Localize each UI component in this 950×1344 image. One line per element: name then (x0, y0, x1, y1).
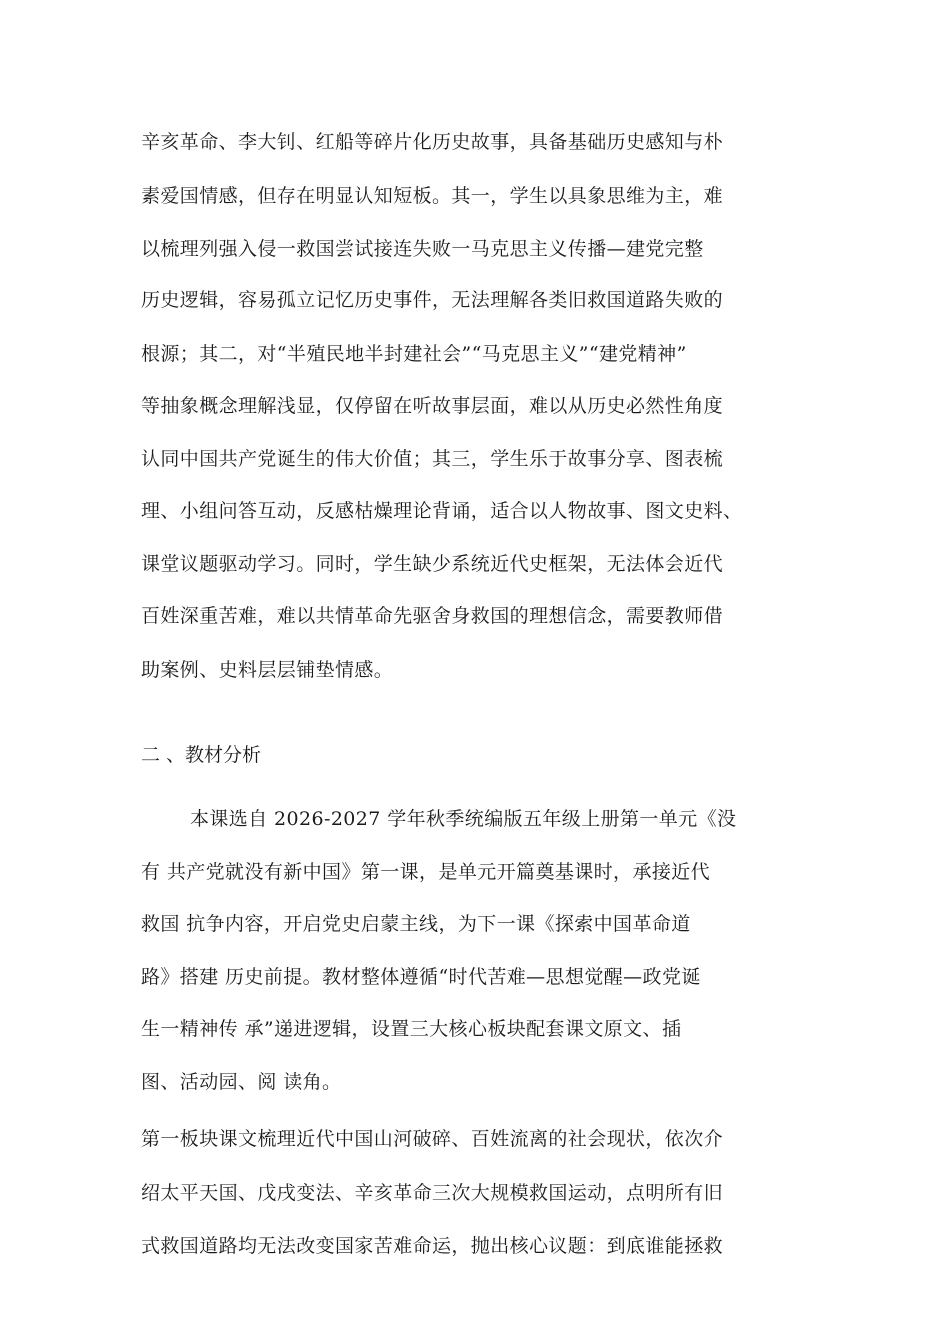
paragraph-line: 辛亥革命、李大钊、红船等碎片化历史故事，具备基础历史感知与朴 (141, 131, 724, 153)
paragraph-line: 生一精神传 承”递进逻辑，设置三大核心板块配套课文原文、插 (141, 1018, 682, 1040)
paragraph-line: 理、小组问答互动，反感枯燥理论背诵，适合以人物故事、图文史料、 (141, 500, 743, 522)
paragraph-line: 以梳理列强入侵一救国尝试接连失败一马克思主义传播—建党完整 (141, 238, 704, 260)
paragraph-line: 本课选自 2026-2027 学年秋季统编版五年级上册第一单元《没 (190, 808, 737, 830)
paragraph-line: 认同中国共产党诞生的伟大价值；其三，学生乐于故事分享、图表梳 (141, 448, 724, 470)
paragraph-line: 有 共产党就没有新中国》第一课，是单元开篇奠基课时，承接近代 (141, 861, 711, 883)
paragraph-line: 第一板块课文梳理近代中国山河破碎、百姓流离的社会现状，依次介 (141, 1128, 724, 1150)
paragraph-line: 根源；其二，对“半殖民地半封建社会”“马克思主义”“建党精神” (141, 343, 687, 365)
paragraph-line: 路》搭建 历史前提。教材整体遵循“时代苦难—思想觉醒—政党诞 (141, 966, 701, 988)
section-heading: 二 、教材分析 (141, 744, 262, 766)
paragraph-line: 绍太平天国、戊戌变法、辛亥革命三次大规模救国运动，点明所有旧 (141, 1182, 724, 1204)
paragraph-line: 素爱国情感，但存在明显认知短板。其一，学生以具象思维为主，难 (141, 185, 724, 207)
paragraph-line: 式救国道路均无法改变国家苦难命运，抛出核心议题：到底谁能拯救 (141, 1235, 724, 1257)
paragraph-line: 历史逻辑，容易孤立记忆历史事件，无法理解各类旧救国道路失败的 (141, 289, 724, 311)
paragraph-line: 救国 抗争内容，开启党史启蒙主线，为下一课《探索中国革命道 (141, 913, 691, 935)
paragraph-line: 图、活动园、阅 读角。 (141, 1071, 342, 1093)
paragraph-line: 课堂议题驱动学习。同时，学生缺少系统近代史框架，无法体会近代 (141, 553, 724, 575)
paragraph-line: 等抽象概念理解浅显，仅停留在听故事层面，难以从历史必然性角度 (141, 395, 724, 417)
paragraph-line: 百姓深重苦难，难以共情革命先驱舍身救国的理想信念，需要教师借 (141, 605, 724, 627)
paragraph-line: 助案例、史料层层铺垫情感。 (141, 659, 394, 681)
